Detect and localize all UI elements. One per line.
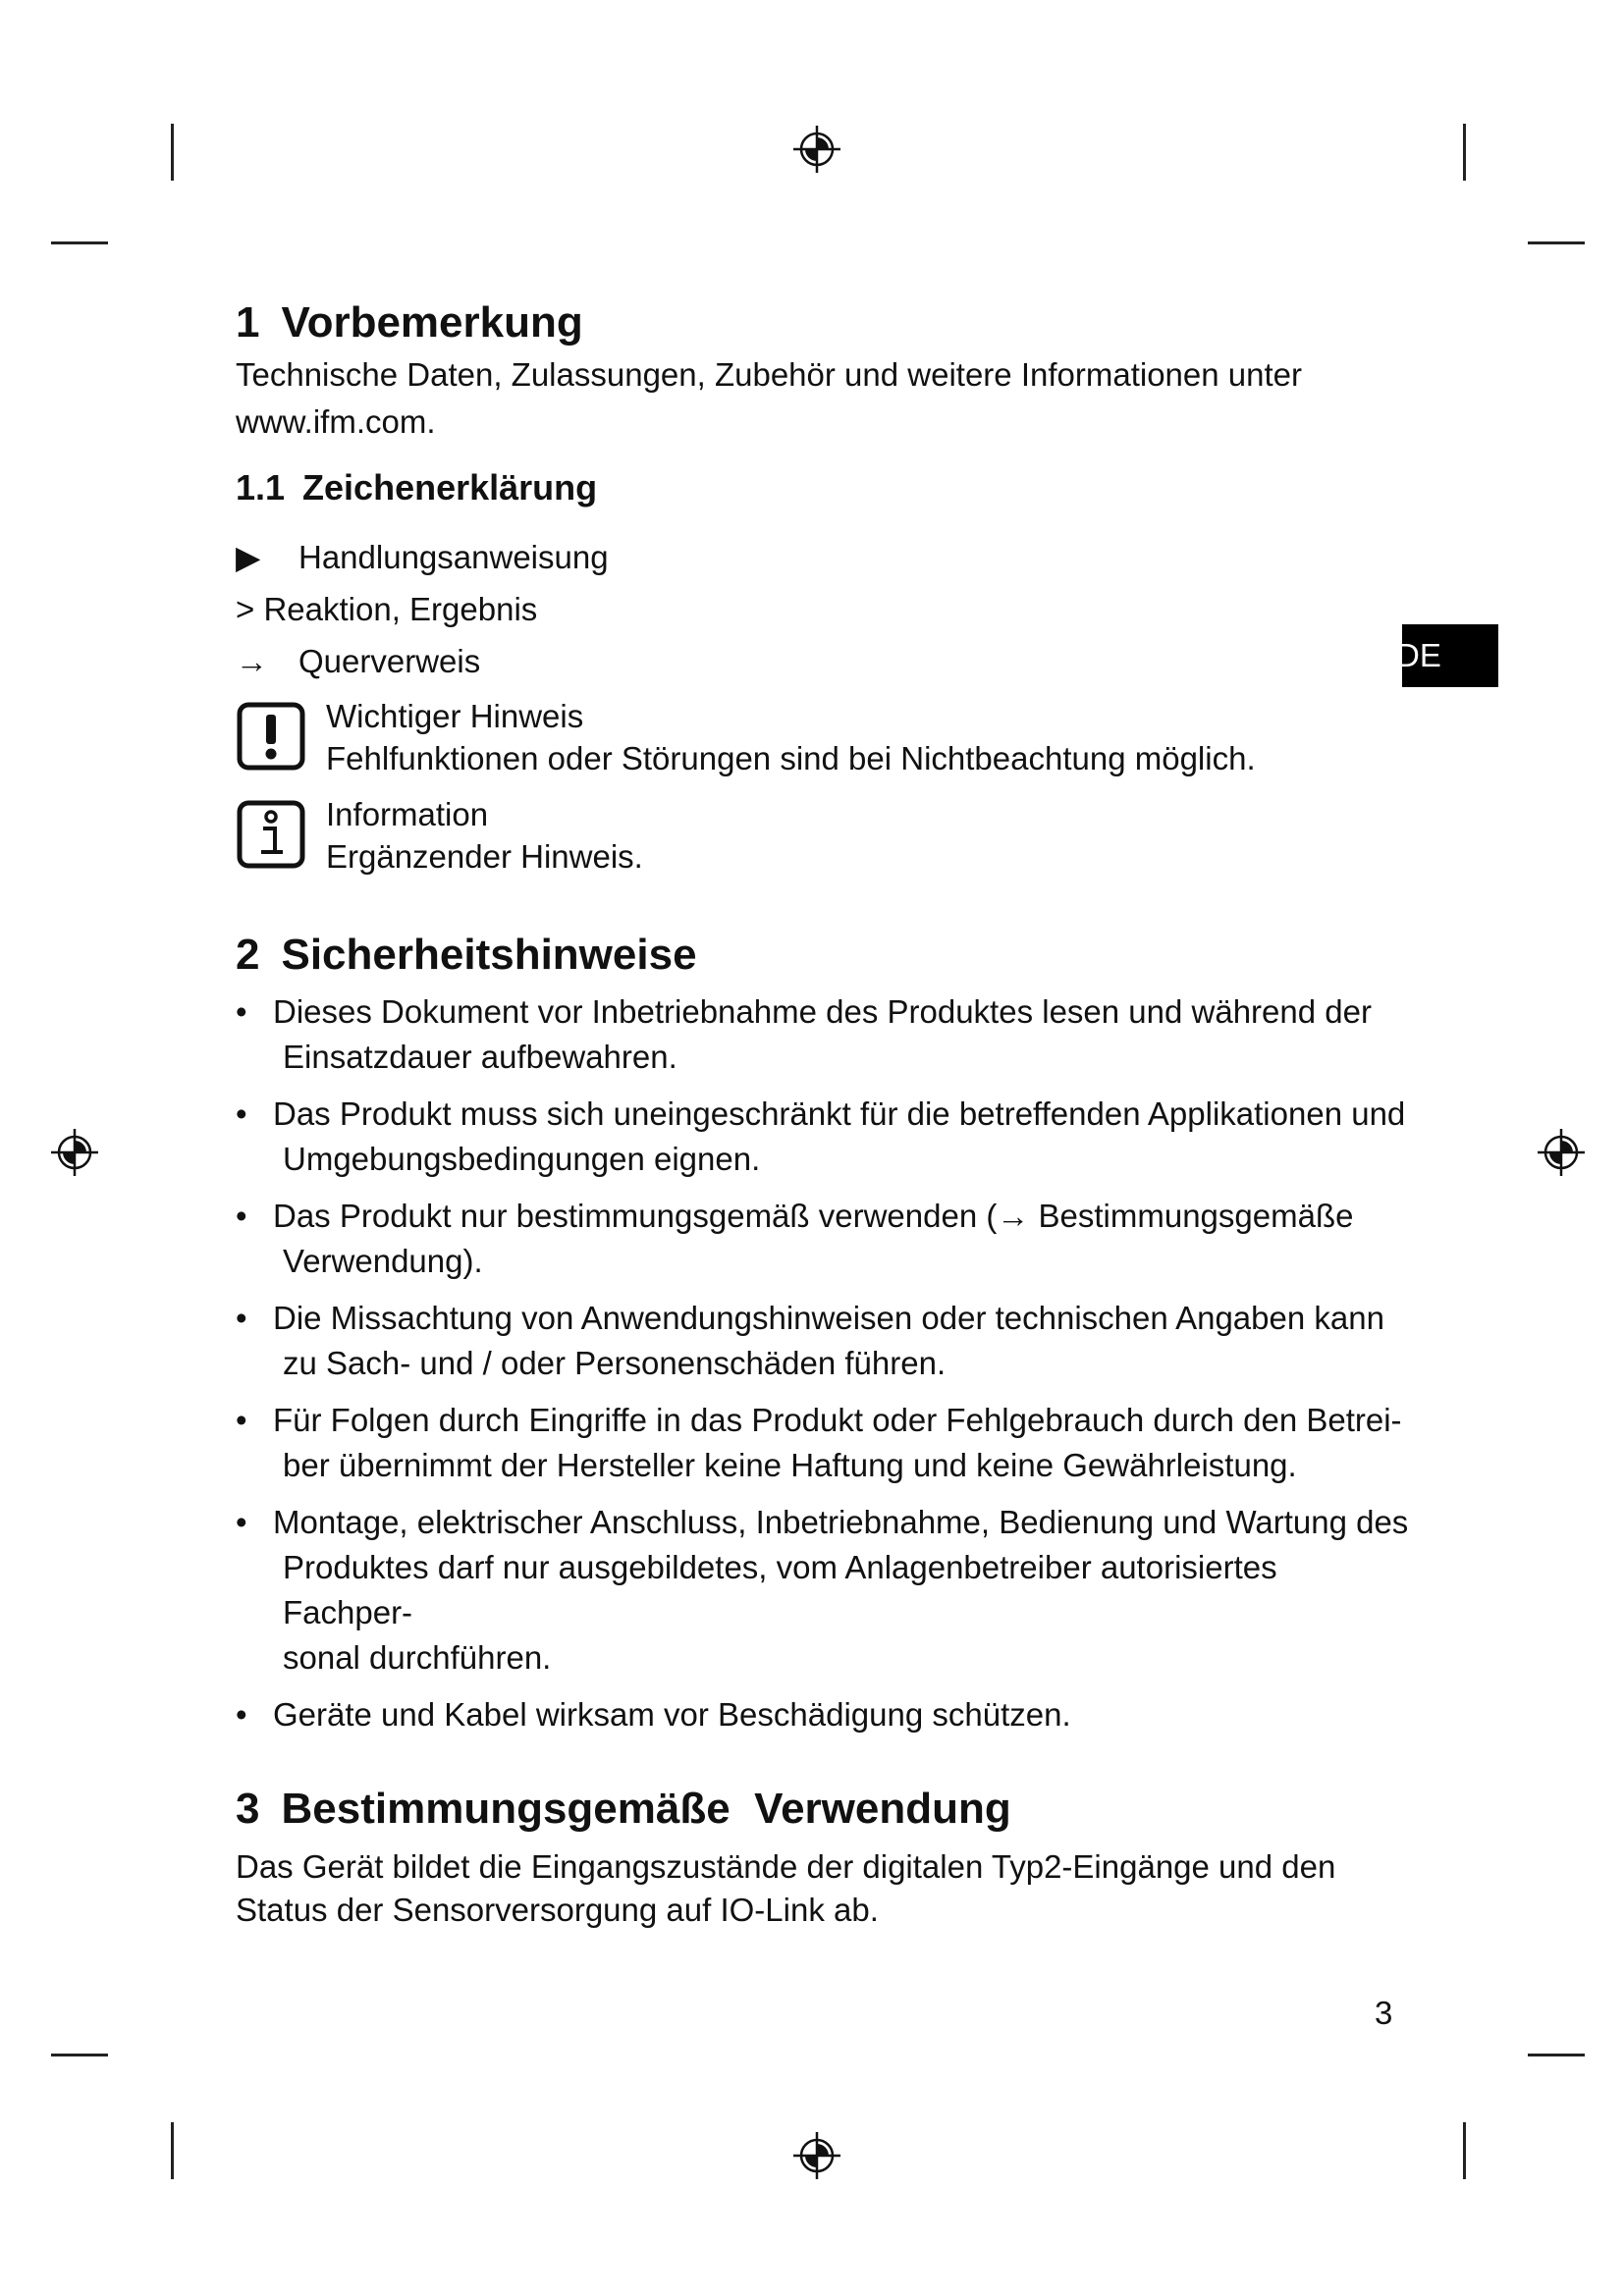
list-item [236, 1092, 1414, 1182]
language-tab [1396, 624, 1498, 687]
list-item [236, 1692, 1414, 1737]
section-number: 1 [236, 298, 260, 347]
section-intro [236, 1845, 1414, 1932]
crop-mark [1463, 2122, 1466, 2179]
section-number: 3 [236, 1785, 260, 1833]
list-item [236, 989, 1414, 1080]
information-note [236, 793, 1414, 878]
list-item [236, 1398, 1414, 1488]
note-title: Information [326, 796, 489, 832]
list-item-line: Einsatzdauer aufbewahren. [283, 1039, 677, 1075]
bullet-icon: • [236, 1402, 247, 1438]
arrow-right-icon: → [236, 643, 268, 679]
note-text: Ergänzender Hinweis. [326, 838, 643, 875]
list-item-line: Umgebungsbedingungen eignen. [283, 1141, 761, 1177]
list-item-line: Für Folgen durch Eingriffe in das Produkt oder Fehlgebrauch durch den Betrei- [273, 1402, 1402, 1438]
section-number: 2 [236, 931, 260, 979]
warning-icon [236, 701, 306, 772]
bullet-icon: • [236, 1300, 247, 1336]
note-title: Wichtiger Hinweis [326, 698, 584, 734]
bullet-icon: • [236, 1198, 247, 1234]
list-item [236, 1296, 1414, 1386]
intro-line: Technische Daten, Zulassungen, Zubehör und weitere Informationen unter [236, 356, 1302, 393]
crop-mark [171, 2122, 174, 2179]
bullet-icon: • [236, 1095, 247, 1132]
safety-list [236, 989, 1414, 1737]
symbol-label: Querverweis [298, 643, 481, 679]
symbol-label: Reaktion, Ergebnis [263, 591, 538, 627]
language-label: DE [1396, 637, 1441, 673]
symbol-row [236, 586, 1414, 633]
website-link[interactable]: www.ifm.com. [236, 403, 436, 440]
symbol-label: Handlungsanweisung [298, 539, 609, 575]
section-title: Sicherheitshinweise [281, 931, 697, 979]
list-item-line: Das Produkt nur bestimmungsgemäß verwenden (→ Bestimmungsgemäße [273, 1198, 1354, 1234]
bullet-icon: • [236, 1696, 247, 1733]
crop-mark [1528, 2054, 1585, 2056]
crop-mark [51, 241, 108, 244]
list-item-line: Montage, elektrischer Anschluss, Inbetriebnahme, Bedienung und Wartung des [273, 1504, 1409, 1540]
list-item-line: Geräte und Kabel wirksam vor Beschädigung schützen. [273, 1696, 1071, 1733]
intro-line: Das Gerät bildet die Eingangszustände der digitalen Typ2-Eingänge und den [236, 1848, 1336, 1885]
crop-mark [51, 2054, 108, 2056]
info-icon [236, 799, 306, 870]
greater-than-icon: > [236, 591, 255, 627]
crop-mark [171, 124, 174, 181]
intro-line: Status der Sensorversorgung auf IO-Link ab. [236, 1892, 879, 1928]
section-title: Vorbemerkung [281, 298, 583, 347]
section-number: 1.1 [236, 467, 286, 507]
note-text: Fehlfunktionen oder Störungen sind bei Nichtbeachtung möglich. [326, 740, 1256, 776]
list-item-line: zu Sach- und / oder Personenschäden führen. [283, 1345, 947, 1381]
registration-mark-icon [49, 1127, 100, 1178]
list-item [236, 1500, 1414, 1681]
list-item-line: Produktes darf nur ausgebildetes, vom Anlagenbetreiber autorisiertes Fachper- [283, 1549, 1277, 1630]
bullet-icon: • [236, 1504, 247, 1540]
section-intro [236, 351, 1414, 446]
section-heading [236, 927, 1414, 984]
page-number: 3 [1375, 1995, 1393, 2031]
symbol-row [236, 638, 1414, 685]
bullet-icon: • [236, 993, 247, 1030]
important-note [236, 695, 1414, 779]
subsection-heading [236, 463, 1414, 512]
registration-mark-icon [791, 124, 842, 175]
list-item [236, 1194, 1414, 1284]
page-content [236, 294, 1414, 1932]
section-title: Bestimmungsgemäße Verwendung [281, 1785, 1011, 1833]
list-item-line: ber übernimmt der Hersteller keine Haftung und keine Gewährleistung. [283, 1447, 1297, 1483]
section-title: Zeichenerklärung [302, 467, 598, 507]
list-item-line: Die Missachtung von Anwendungshinweisen oder technischen Angaben kann [273, 1300, 1384, 1336]
list-item-line: Verwendung). [283, 1243, 483, 1279]
registration-mark-icon [1536, 1127, 1587, 1178]
play-arrow-icon: ▶ [236, 539, 261, 575]
registration-mark-icon [791, 2130, 842, 2181]
crop-mark [1528, 241, 1585, 244]
section-heading [236, 294, 1414, 351]
list-item-line: Das Produkt muss sich uneingeschränkt für die betreffenden Applikationen und [273, 1095, 1406, 1132]
list-item-line: sonal durchführen. [283, 1639, 552, 1676]
crop-mark [1463, 124, 1466, 181]
section-heading [236, 1781, 1414, 1838]
symbol-legend [236, 534, 1414, 878]
list-item-line: Dieses Dokument vor Inbetriebnahme des Produktes lesen und während der [273, 993, 1372, 1030]
symbol-row [236, 534, 1414, 581]
